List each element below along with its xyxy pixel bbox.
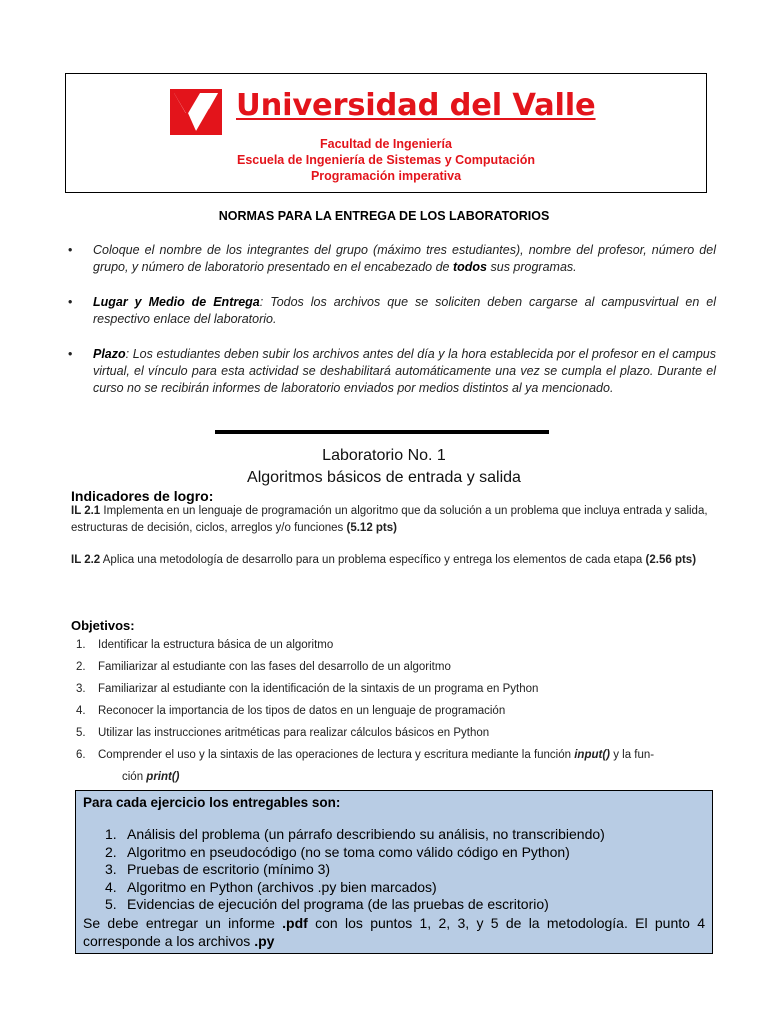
deliverable-text: Pruebas de escritorio (mínimo 3) [127,861,331,877]
deliverables-list [83,826,705,914]
school-name: Escuela de Ingeniería de Sistemas y Computación [236,153,536,167]
objective-number: 3. [76,683,86,695]
normas-item-plazo [68,346,716,397]
deliverable-item [83,826,705,844]
objective-function: print() [146,771,180,783]
indicator-text: Implementa en un lenguaje de programación un algoritmo que da solución a un problema que incluya entrada y salida, estructuras de decisión, ciclos, arreglos y/o funciones [71,505,708,534]
bullet-icon: • [68,347,73,361]
deliverable-item [83,879,705,897]
objective-text: Identificar la estructura básica de un algoritmo [98,639,334,651]
deliverables-box [75,790,713,954]
indicator-code: IL 2.1 [71,505,101,517]
deliverables-heading: Para cada ejercicio los entregables son: [83,795,341,810]
lab-title: Algoritmos básicos de entrada y salida [247,469,521,486]
objective-item [76,744,712,766]
note-bold: .py [254,932,275,949]
lab-number: Laboratorio No. 1 [322,447,446,464]
objective-number: 5. [76,727,86,739]
objectives-heading: Objetivos: [71,618,135,633]
deliverable-number: 5. [105,896,117,912]
normas-title: NORMAS PARA LA ENTREGA DE LOS LABORATORIOS [218,209,550,223]
indicator-text: Aplica una metodología de desarrollo para un problema específico y entrega los elementos de cada etapa [100,554,646,566]
normas-list [68,242,716,397]
objective-text: y la fun- [610,749,655,761]
normas-item-bold: Plazo [93,347,126,361]
faculty-name: Facultad de Ingeniería [320,137,452,151]
deliverable-item [83,844,705,862]
deliverable-item [83,861,705,879]
university-name: Universidad del Valle [236,88,596,123]
objective-text: ción [122,771,147,783]
bullet-icon: • [68,243,73,257]
lab-heading [0,445,768,489]
normas-item-names [68,242,716,276]
deliverable-text: Análisis del problema (un párrafo describiendo su análisis, no transcribiendo) [127,826,605,842]
objective-number: 6. [76,749,86,761]
indicator-il21 [71,503,711,537]
deliverables-note [83,914,705,950]
objectives-list [76,634,712,788]
course-name: Programación imperativa [310,169,462,183]
normas-item-bold: Lugar y Medio de Entrega [93,295,260,309]
deliverable-text: Algoritmo en pseudocódigo (no se toma como válido código en Python) [127,843,570,860]
deliverable-text: Evidencias de ejecución del programa (de las pruebas de escritorio) [127,896,549,912]
objective-item [76,656,712,678]
indicator-code: IL 2.2 [71,554,101,566]
objective-text: Familiarizar al estudiante con la identificación de la sintaxis de un programa en Python [98,683,539,695]
objective-number: 2. [76,661,86,673]
deliverable-number: 2. [105,843,117,860]
note-text: con los puntos 1, 2, 3, y 5 de la metodología. El punto 4 corresponde a los archivos [83,914,706,949]
indicators-heading: Indicadores de logro: [71,488,214,504]
indicator-points: (2.56 pts) [645,554,697,566]
deliverable-number: 4. [105,878,117,895]
header-box [65,73,707,193]
indicator-points: (5.12 pts) [346,522,397,534]
note-bold: .pdf [282,914,308,931]
header-subtitles [66,136,706,184]
normas-item-text: Coloque el nombre de los integrantes del grupo (máximo tres estudiantes), nombre del profesor, número del grupo, y número de laboratorio presentado en el encabezado de [93,243,716,274]
deliverable-number: 3. [105,861,117,877]
objective-number: 1. [76,639,86,651]
objective-text: Reconocer la importancia de los tipos de datos en un lenguaje de programación [98,705,506,717]
objective-text: Comprender el uso y la sintaxis de las operaciones de lectura y escritura mediante la función [98,749,575,761]
objective-item [76,634,712,656]
deliverable-item [83,896,705,914]
normas-item-text: sus programas. [487,260,577,274]
bullet-icon: • [68,295,73,309]
objective-item [76,700,712,722]
section-divider [215,430,549,434]
objective-item [76,678,712,700]
university-logo-icon [170,89,222,135]
normas-item-bold: todos [452,260,488,274]
indicator-il22 [71,552,711,569]
normas-item-lugar [68,294,716,328]
objective-item-continuation [76,766,712,788]
objective-function: input() [574,749,610,761]
objective-text: Utilizar las instrucciones aritméticas para realizar cálculos básicos en Python [98,727,490,739]
normas-item-text: : Todos los archivos que se soliciten deben cargarse al campusvirtual en el respectivo enlace del laboratorio. [93,295,716,326]
objective-number: 4. [76,705,86,717]
deliverable-text: Algoritmo en Python (archivos .py bien marcados) [127,878,437,895]
note-text: Se debe entregar un informe [83,914,283,931]
objective-item [76,722,712,744]
deliverable-number: 1. [105,826,117,842]
normas-item-text: : Los estudiantes deben subir los archivos antes del día y la hora establecida por el profesor en el campus virtual, el vínculo para esta actividad se deshabilitará automáticamente una vez se cumpla el plazo. Durante el curso no se recibirán informes de laboratorio enviados por medios distintos al ya mencionado. [93,347,716,395]
objective-text: Familiarizar al estudiante con las fases del desarrollo de un algoritmo [98,661,451,673]
